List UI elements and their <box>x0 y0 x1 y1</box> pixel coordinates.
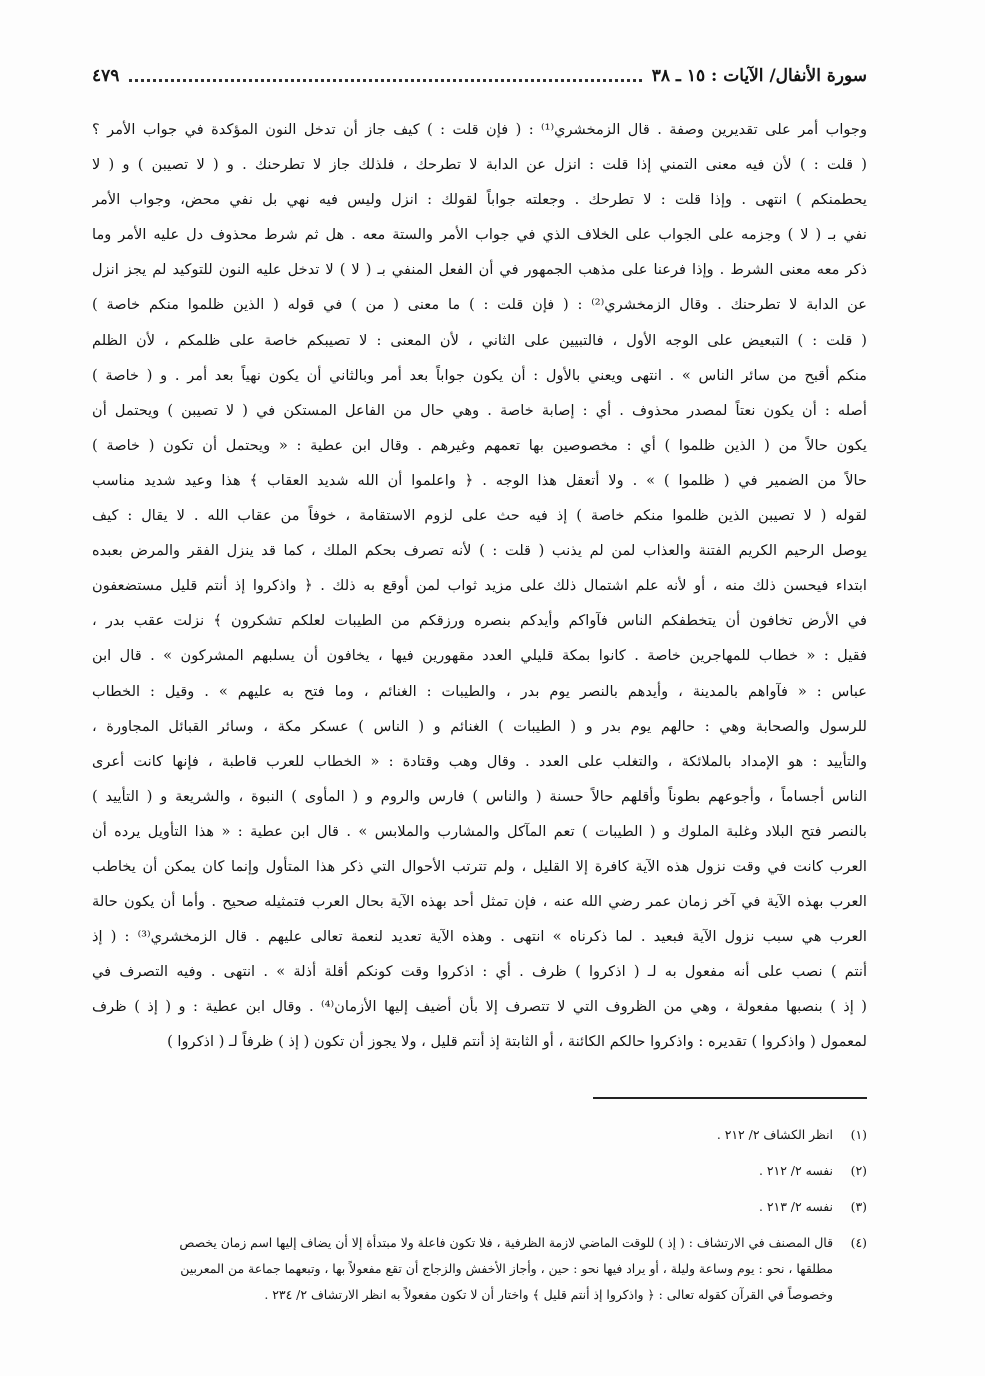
footnote-line <box>92 1256 867 1282</box>
footnotes <box>92 1122 867 1308</box>
footnote-line <box>92 1122 867 1148</box>
footnote-line <box>92 1282 867 1308</box>
main-text <box>92 112 867 1060</box>
footnote-number: (٢) <box>850 1163 867 1178</box>
text-line: يحطمنكم ) انتهى . وإذا قلت : لا تطرحك . وجعلته جواباً لقولك : انزل وليس فيه نهي بل نفي محض، وجواب الأمر <box>92 191 867 209</box>
text-line: يكون حالاً من ( الذين ظلموا ) أي : مخصوصين بها تعمهم وغيرهم . وقال ابن عطية : « ويحتمل أن تكون ( خاصة ) <box>92 436 867 454</box>
text-line: نفي بـ ( لا ) وجزمه على الجواب على الخلاف الذي في جواب الأمر والستة معه . هل ثم شرط محذوف دل عليه الأمر وما <box>92 226 867 244</box>
dotted-leader <box>129 79 641 82</box>
text-line: ( قلت : ) التبعيض على الوجه الأول ، فالتبيين على الثاني ، لأن المعنى : لا تصيبكم خاصة على ظلمكم ، لأن الظلم <box>92 331 867 349</box>
footnote-number: (٣) <box>850 1199 867 1214</box>
footnote <box>92 1122 867 1148</box>
footnote <box>92 1194 867 1220</box>
text-line: للرسول والصحابة وهي : حالهم يوم بدر و ( الطيبات ) الغنائم و ( الناس ) عسكر مكة ، وسائر القبائل المجاورة ، <box>92 717 867 735</box>
footnote-line <box>92 1230 867 1256</box>
footnote-text: قال المصنف في الارتشاف : ( إذ ) للوقت الماضي لازمة الظرفية ، فلا تكون فاعلة ولا مبتدأة إلا أن يضاف إليها اسم زمان يخصص <box>179 1235 833 1250</box>
text-line: بالنصر فتح البلاد وغلبة الملوك و ( الطيبات ) تعم المآكل والمشارب والملابس » . قال ابن عطية : « هذا التأويل يرده أن <box>92 822 867 840</box>
text-line: أنتم ) نصب على أنه مفعول به لـ ( اذكروا ) ظرف . أي : اذكروا وقت كونكم أقلة أذلة » . انتهى . وفيه التصرف في <box>92 963 867 981</box>
footnote-separator <box>593 1097 867 1099</box>
footnote <box>92 1158 867 1184</box>
text-line: وجواب أمر على تقديرين وصفة . قال الزمخشري⁽¹⁾ : ( فإن قلت : ) كيف جاز أن تدخل النون المؤكدة في جواب الأمر ؟ <box>92 121 867 138</box>
text-line: منكم أقبح من سائر الناس » . انتهى ويعني بالأول : أن يكون جواباً بعد أمر وبالثاني أن يكون نهياً بعد أمر . و ( خاصة ) <box>92 366 867 384</box>
text-line: العرب بهذه الآية في آخر زمان عمر رضي الله عنه ، فإن تمثل أحد بهذه الآية بحال العرب فتمثيله صحيح . وأما أن يكون حالة <box>92 893 867 911</box>
text-line: ذكر معه معنى الشرط . وإذا فرعنا على مذهب الجمهور في أن الفعل المنفي بـ ( لا ) لا تدخل عليه النون للتوكيد لم يجز انزل <box>92 261 867 279</box>
footnote-number: (١) <box>850 1127 867 1142</box>
footnote-text: انظر الكشاف ٢/ ٢١٢ . <box>716 1127 833 1142</box>
text-line: أصله : أن يكون نعتاً لمصدر محذوف . أي : إصابة خاصة . وهي حال من الفاعل المستكن في ( لا تصيبن ) ويحتمل أن <box>92 401 867 419</box>
text-line: الناس أجساماً ، وأجوعهم بطوناً وأقلهم حالاً حسنة ( والناس ) فارس والروم و ( المأوى ) النبوة ، والشريعة و ( التأييد ) <box>92 787 867 805</box>
text-line: فقيل : « خطاب للمهاجرين خاصة . كانوا بمكة قليلي العدد مقهورين فيها ، يخافون أن يسلبهم المشركون » . قال ابن <box>92 647 867 665</box>
footnote-gap <box>92 1148 867 1158</box>
surah-title: سورة الأنفال/ الآيات : ١٥ ـ ٣٨ <box>651 66 867 86</box>
text-line: حالاً من الضمير في ( ظلموا ) » . ولا أتعقل هذا الوجه . ﴿ واعلموا أن الله شديد العقاب ﴾ هذا وعيد شديد مناسب <box>92 471 867 489</box>
text-line: لمعمول ( واذكروا ) تقديره : واذكروا حالكم الكائنة ، أو الثابتة إذ أنتم قليل ، ولا يجوز أن تكون ( إذ ) ظرفاً لـ ( اذكروا ) <box>167 1033 867 1051</box>
text-line: عن الدابة لا تطرحنك . وقال الزمخشري⁽²⁾ : ( فإن قلت : ) ما معنى ( من ) في قوله ( الذين ظلموا منكم خاصة ) <box>92 296 867 314</box>
page-number: ٤٧٩ <box>92 66 120 86</box>
text-line: العرب هي سبب نزول الآية فبعيد . لما ذكرناه » انتهى . وهذه الآية تعديد لنعمة تعالى عليهم . قال الزمخشري⁽³⁾ : ( إذ <box>92 928 867 946</box>
text-line: ( إذ ) بنصبها مفعولة ، وهي من الظروف التي لا تتصرف إلا بأن أضيف إليها الأزمان⁽⁴⁾ . وقال ابن عطية : و ( إذ ) ظرف <box>92 998 867 1016</box>
footnote-text: وخصوصاً في القرآن كقوله تعالى : ﴿ واذكروا إذ أنتم قليل ﴾ واختار أن لا تكون مفعولاً به انظر الارتشاف ٢/ ٢٣٤ . <box>264 1287 833 1302</box>
text-line: والتأييد : هو الإمداد بالملائكة ، والتغلب على العدد . وقال وهب وقتادة : « الخطاب للعرب قاطبة ، فإنها كانت أعرى <box>92 752 867 770</box>
footnote-line <box>92 1158 867 1184</box>
footnote-line <box>92 1194 867 1220</box>
footnote-text: مطلقها ، نحو : يوم وساعة وليلة ، أو يراد فيها نحو : حين ، وأجاز الأخفش والزجاج أن تقع مفعولاً بها ، وتبعهما جماعة من المعربين <box>180 1261 833 1276</box>
text-line: في الأرض تخافون أن يتخطفكم الناس فآواكم وأيدكم بنصره ورزقكم من الطيبات لعلكم تشكرون ﴾ نزلت عقب بدر ، <box>92 612 867 630</box>
footnote-text: نفسه ٢/ ٢١٢ . <box>759 1163 833 1178</box>
text-line: يوصل الرحيم الكريم الفتنة والعذاب لمن لم يذنب ( قلت : ) لأنه تصرف بحكم الملك ، كما قد ينزل الفقر والمرض بعبده <box>92 542 867 560</box>
text-line: عباس : « فآواهم بالمدينة ، وأيدهم بالنصر يوم بدر ، والطيبات : الغنائم ، وما فتح به عليهم » . وقيل : الخطاب <box>92 682 867 700</box>
text-line: ( قلت : ) لأن فيه معنى التمني إذا قلت : انزل عن الدابة لا تطرحك ، فلذلك جاز لا تطرحنك . و ( لا تصيبن ) و ( لا <box>92 156 867 174</box>
text-line: لقوله ( لا تصيبن الذين ظلموا منكم خاصة ) إذ فيه حث على لزوم الاستقامة ، خوفاً من عقاب الله . لا يقال : كيف <box>92 507 867 525</box>
footnote <box>92 1230 867 1308</box>
footnote-gap <box>92 1184 867 1194</box>
text-line: العرب كانت في وقت نزول هذه الآية كافرة إلا القليل ، ولم تترتب الأحوال التي ذكر هذا المتأول وإنما كان يمكن أن يخاطب <box>92 857 867 875</box>
footnote-gap <box>92 1220 867 1230</box>
footnote-number: (٤) <box>850 1235 867 1250</box>
footnote-text: نفسه ٢/ ٢١٣ . <box>759 1199 833 1214</box>
running-header <box>92 62 867 90</box>
text-line: ابتداء فيحسن ذلك منه ، أو لأنه علم اشتمال ذلك على مزيد ثواب لمن أوقع به ذلك . ﴿ واذكروا إذ أنتم قليل مستضعفون <box>92 577 867 595</box>
